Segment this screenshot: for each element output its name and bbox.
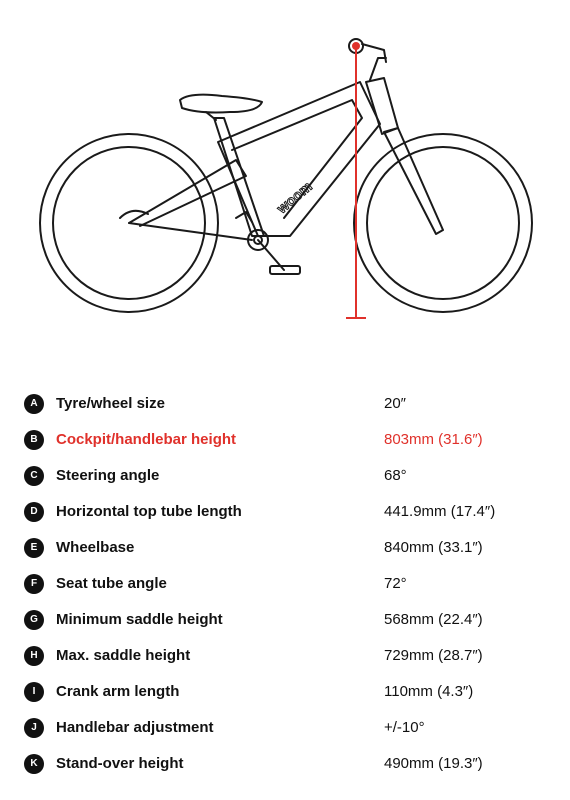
spec-value: 441.9mm (17.4″) <box>384 503 496 520</box>
spec-letter-badge: D <box>24 502 44 522</box>
kickstand-mount <box>236 212 252 222</box>
spec-row <box>0 566 570 602</box>
chain-stay <box>129 160 246 226</box>
spec-letter-badge: H <box>24 646 44 666</box>
spec-letter-badge: C <box>24 466 44 486</box>
spec-label: Steering angle <box>56 467 160 484</box>
spec-label: Stand-over height <box>56 755 184 772</box>
spec-row <box>0 386 570 422</box>
spec-letter-badge: A <box>24 394 44 414</box>
spec-value: 20″ <box>384 395 406 412</box>
spec-value: 490mm (19.3″) <box>384 755 483 772</box>
spec-label: Minimum saddle height <box>56 611 223 628</box>
spec-value: 72° <box>384 575 407 592</box>
spec-label: Horizontal top tube length <box>56 503 242 520</box>
spec-row <box>0 638 570 674</box>
saddle <box>180 95 262 113</box>
spec-value: 840mm (33.1″) <box>384 539 483 556</box>
spec-label: Tyre/wheel size <box>56 395 165 412</box>
spec-row <box>0 458 570 494</box>
stem <box>370 58 386 80</box>
spec-label: Handlebar adjustment <box>56 719 214 736</box>
spec-label: Cockpit/handlebar height <box>56 431 237 448</box>
spec-row <box>0 422 570 458</box>
brand-logo: woom <box>273 178 315 217</box>
spec-row <box>0 674 570 710</box>
spec-label: Crank arm length <box>56 683 180 700</box>
spec-row <box>0 746 570 782</box>
spec-value: 568mm (22.4″) <box>384 611 483 628</box>
handlebar-height-indicator <box>346 43 366 318</box>
spec-letter-badge: G <box>24 610 44 630</box>
seat-stay <box>129 223 252 240</box>
spec-row <box>0 602 570 638</box>
spec-label: Seat tube angle <box>56 575 167 592</box>
spec-table <box>0 386 570 782</box>
spec-letter-badge: I <box>24 682 44 702</box>
spec-value: +/-10° <box>384 719 425 736</box>
spec-value: 729mm (28.7″) <box>384 647 483 664</box>
bike-diagram <box>0 0 570 350</box>
spec-letter-badge: F <box>24 574 44 594</box>
spec-value: 110mm (4.3″) <box>384 683 474 700</box>
spec-row <box>0 494 570 530</box>
spec-label: Max. saddle height <box>56 647 191 664</box>
seat-tube <box>214 118 264 236</box>
fork <box>384 128 443 234</box>
spec-letter-badge: J <box>24 718 44 738</box>
front-wheel <box>354 134 532 312</box>
spec-row <box>0 530 570 566</box>
spec-label: Wheelbase <box>56 539 135 556</box>
handlebar <box>362 44 386 62</box>
spec-value: 803mm (31.6″) <box>384 431 483 448</box>
spec-letter-badge: K <box>24 754 44 774</box>
spec-letter-badge: B <box>24 430 44 450</box>
spec-value: 68° <box>384 467 407 484</box>
spec-row <box>0 710 570 746</box>
spec-letter-badge: E <box>24 538 44 558</box>
